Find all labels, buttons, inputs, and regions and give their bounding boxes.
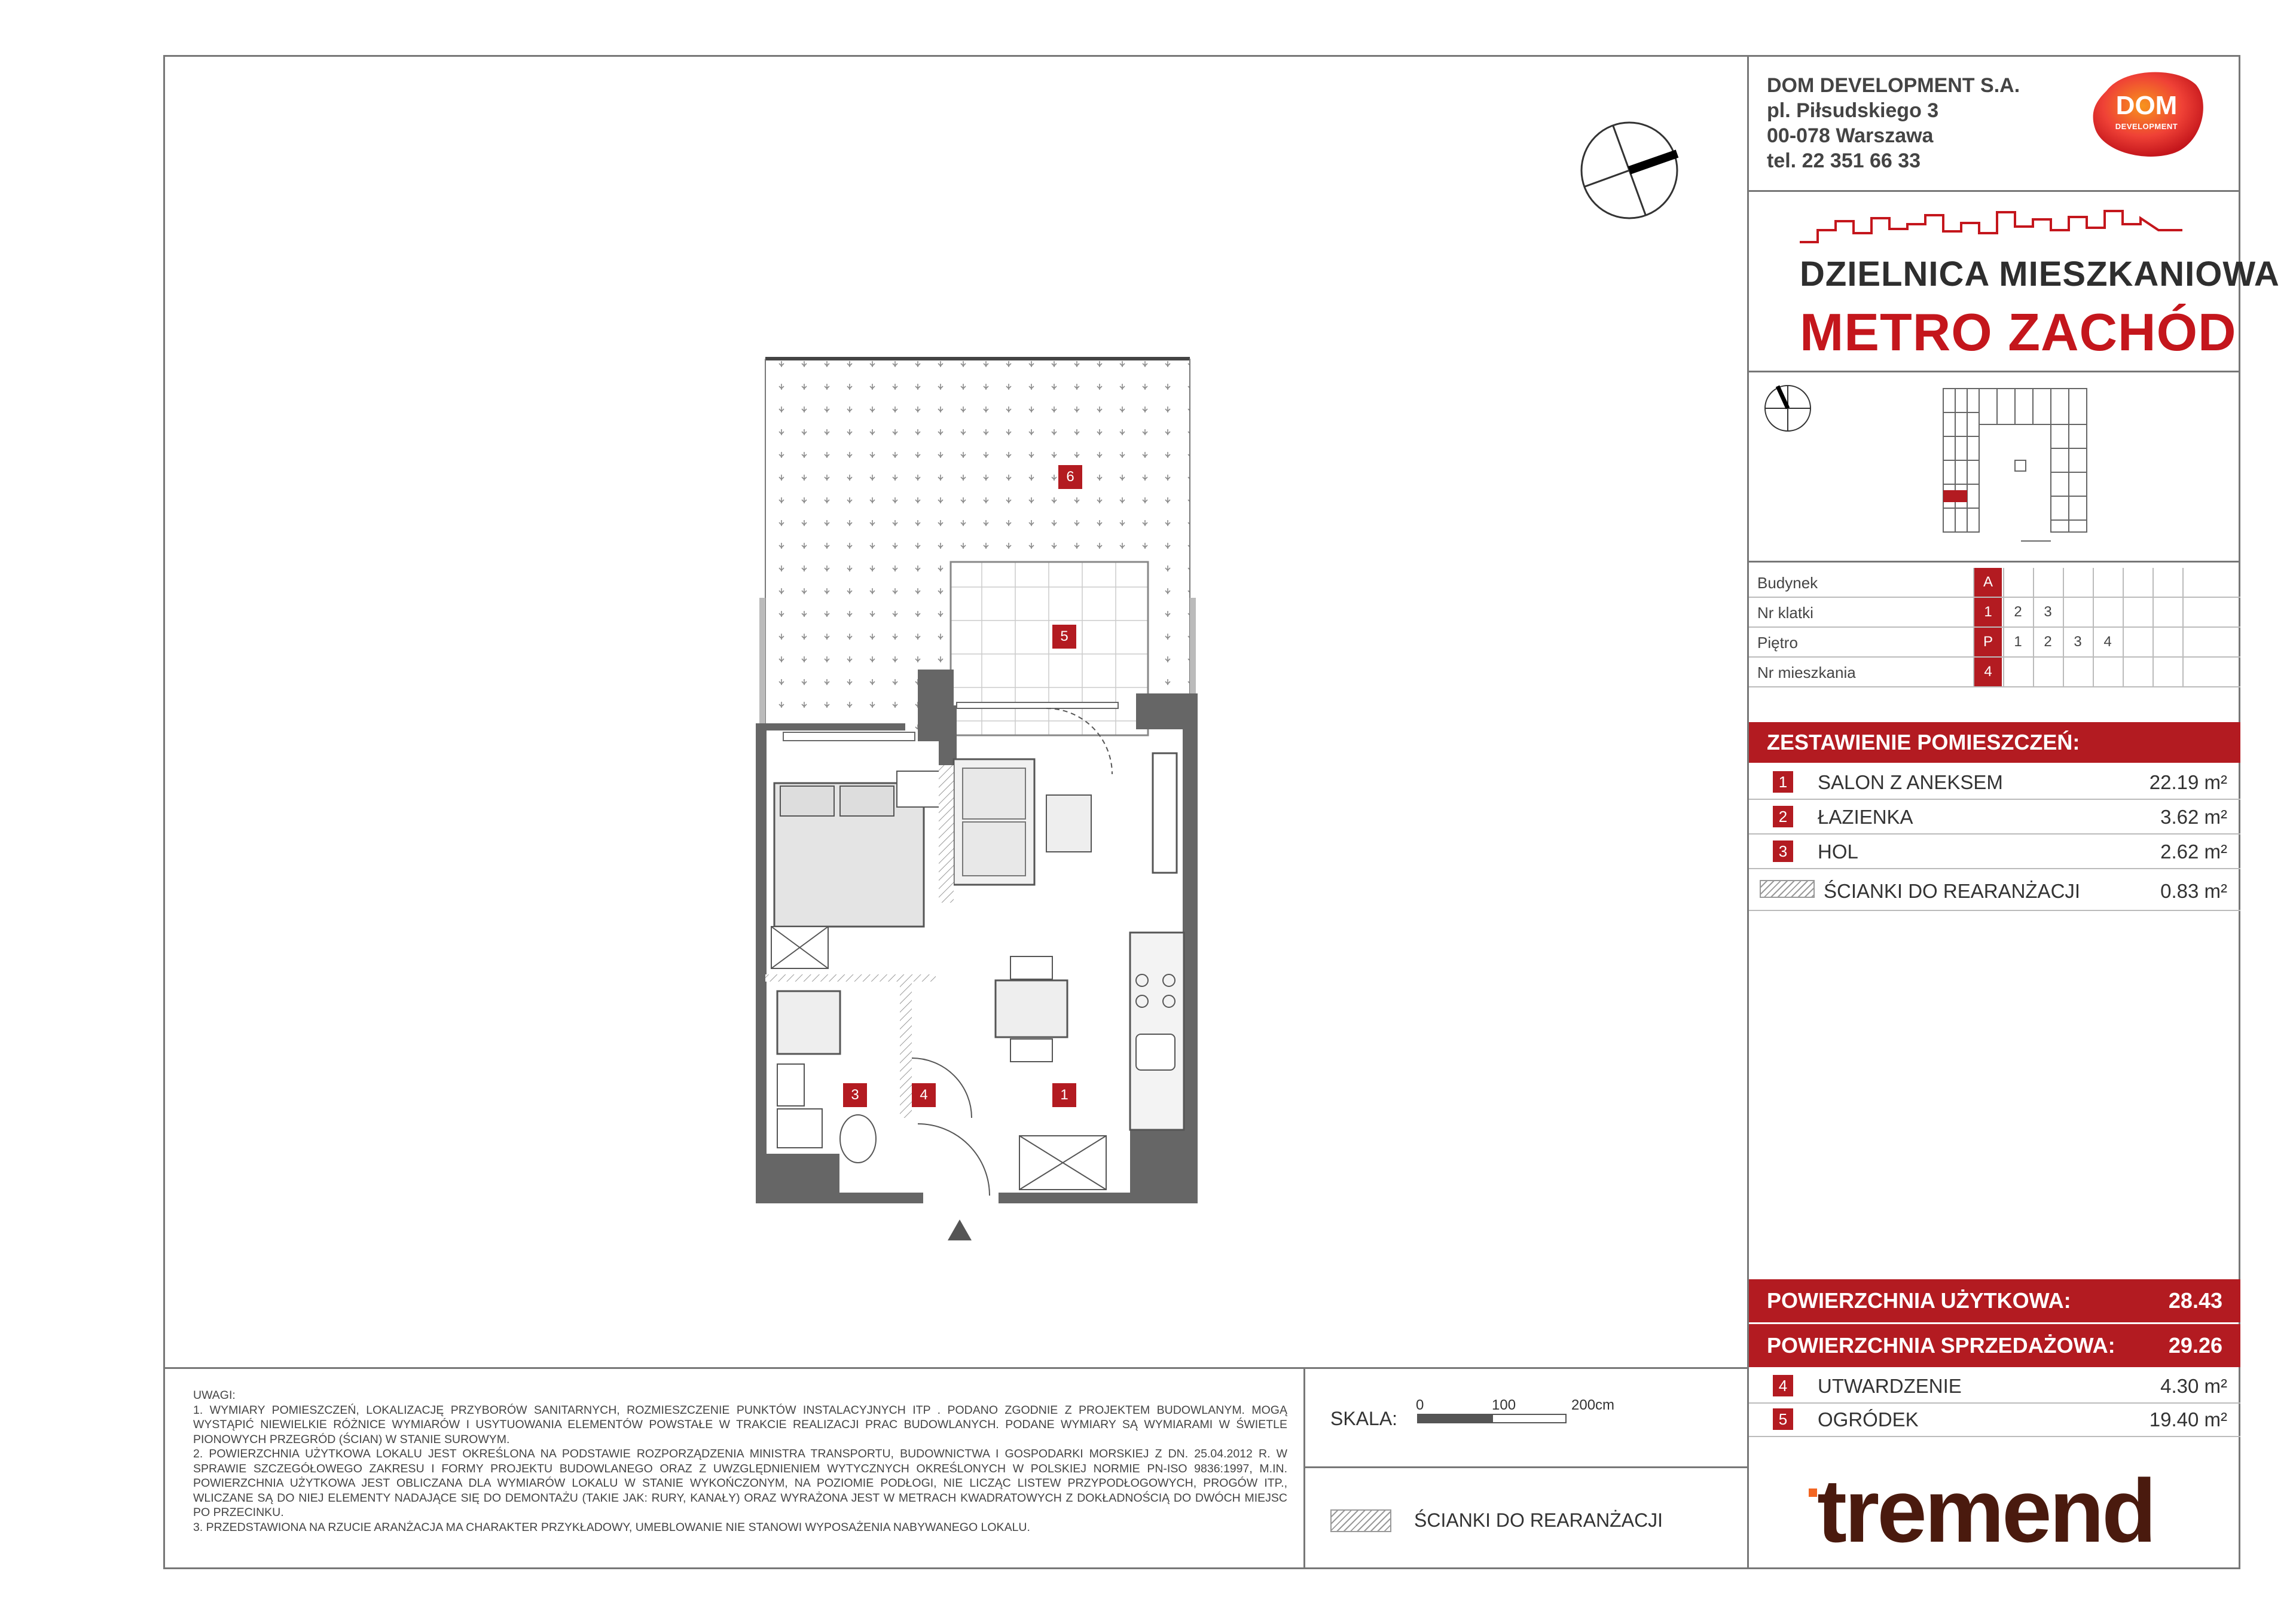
- grid-cell: [2063, 598, 2092, 626]
- room-number: 1: [1773, 771, 1793, 793]
- grid-cell: 4: [1973, 658, 2002, 686]
- room-number: 3: [1773, 840, 1793, 862]
- compass-icon: [1576, 117, 1683, 224]
- grid-cell: [2123, 658, 2151, 686]
- tremend-logo: [1809, 1460, 2215, 1561]
- label-living: 1: [1052, 1083, 1076, 1107]
- usable-area-bar: [1749, 1279, 2240, 1322]
- grid-cell: [2093, 598, 2121, 626]
- skyline-icon: [1800, 206, 2182, 248]
- project-line1: DZIELNICA MIESZKANIOWA: [1800, 255, 2280, 294]
- floor-plan: [747, 353, 1208, 1249]
- grid-row: [1749, 598, 2240, 628]
- notes-title: UWAGI:: [193, 1389, 236, 1402]
- grid-row: [1749, 628, 2240, 658]
- grid-row-label: Nr klatki: [1757, 604, 1813, 622]
- scale-bar-fill: [1418, 1415, 1493, 1422]
- grid-row-label: Nr mieszkania: [1757, 664, 1856, 681]
- keyplan-compass-icon: [1761, 381, 1815, 435]
- extra-number: 4: [1773, 1375, 1793, 1396]
- grid-cell: [2152, 598, 2181, 626]
- legend-hatch-swatch: [1330, 1509, 1391, 1532]
- sale-area-label: POWIERZCHNIA SPRZEDAŻOWA:: [1767, 1333, 2115, 1358]
- legend-walls-label: ŚCIANKI DO REARANŻACJI: [1414, 1509, 1663, 1531]
- grid-cell: [2063, 658, 2092, 686]
- grid-cell: 3: [2033, 598, 2062, 626]
- company-info: [1767, 73, 2020, 173]
- room-name: SALON Z ANEKSEM: [1818, 771, 2003, 793]
- extra-row: [1749, 1369, 2240, 1404]
- grid-cell: 1: [2003, 628, 2032, 656]
- notes-scale-divider: [1303, 1367, 1305, 1569]
- scale-bar: [1417, 1414, 1567, 1423]
- tremend-wordmark: tremend: [1817, 1460, 2154, 1561]
- label-terrace: 5: [1052, 625, 1076, 649]
- walls-row: [1749, 872, 2240, 911]
- brand-divider: [1747, 371, 2240, 372]
- dom-logo: [2089, 67, 2208, 163]
- grid-cell: P: [1973, 628, 2002, 656]
- extra-row: [1749, 1402, 2240, 1437]
- label-hall: 4: [912, 1083, 936, 1107]
- room-area: 22.19 m²: [2149, 771, 2227, 793]
- usable-area-value: 28.43: [2168, 1288, 2222, 1313]
- grid-cell: [2152, 628, 2181, 656]
- note-3: 3. PRZEDSTAWIONA NA RZUCIE ARANŻACJA MA CHARAKTER PRZYKŁADOWY, UMEBLOWANIE NIE STANOWI WYPOSAŻENIA NABYWANEGO LOKALU.: [193, 1520, 1030, 1534]
- grid-row-label: Budynek: [1757, 574, 1818, 592]
- grid-cell: [2152, 568, 2181, 597]
- sale-area-bar: [1749, 1324, 2240, 1367]
- extra-name: UTWARDZENIE: [1818, 1375, 1962, 1397]
- scale-tick-100: 100: [1492, 1397, 1516, 1413]
- grid-cell: [2123, 568, 2151, 597]
- scale-tick-0: 0: [1416, 1397, 1424, 1413]
- scale-tick-200: 200cm: [1571, 1397, 1615, 1413]
- tremend-dot: [1809, 1488, 1817, 1497]
- label-garden: 6: [1058, 465, 1082, 489]
- room-name: ŁAZIENKA: [1818, 806, 1913, 828]
- grid-cell: 2: [2033, 628, 2062, 656]
- grid-row: [1749, 568, 2240, 598]
- grid-cell: [2152, 658, 2181, 686]
- grid-cell: [2093, 568, 2121, 597]
- grid-cell: 3: [2063, 628, 2092, 656]
- room-row: [1749, 800, 2240, 835]
- room-row: [1749, 835, 2240, 869]
- extra-number: 5: [1773, 1408, 1793, 1430]
- note-2: 2. POWIERZCHNIA UŻYTKOWA LOKALU JEST OKREŚLONA NA PODSTAWIE ROZPORZĄDZENIA MINISTRA TRANSPORTU, BUDOWNICTWA I GOSPODARKI MORSKIEJ Z DN. 25.04.2012 R. W SPRAWIE SZCZEGÓŁOWEGO ZAKRESU I FORMY PROJEKTU BUDOWLANEGO ORAZ Z UWZGLĘDNIENIEM WYTYCZNYCH OKREŚLONYCH W POLSKIEJ NORMIE PN-ISO 9836:1997, M.IN. POWIERZCHNIA UŻYTKOWA JEST OBLICZANA DLA WYMIARÓW LOKALU W STANIE WYKOŃCZONYM, NA POZIOMIE PODŁOGI, NIE LICZĄC LISTEW PRZYPODŁOGOWYCH, PROGÓW ITP., WLICZANE SĄ DO NIEJ ELEMENTY NADAJĄCE SIĘ DO DEMONTAŻU (TAKIE JAK: RURY, KANAŁY) ORAZ WYRAŻONA JEST W METRACH KWADRATOWYCH Z DOKŁADNOŚCIĄ DO DWÓCH MIEJSC PO PRZECINKU.: [193, 1447, 1287, 1519]
- walls-area: 0.83 m²: [2160, 880, 2227, 902]
- grid-row-label: Piętro: [1757, 634, 1798, 652]
- extra-area: 19.40 m²: [2149, 1408, 2227, 1431]
- scale-legend-divider: [1303, 1466, 1749, 1468]
- grid-cell: [2033, 568, 2062, 597]
- usable-area-label: POWIERZCHNIA UŻYTKOWA:: [1767, 1288, 2071, 1313]
- company-divider: [1747, 190, 2240, 192]
- room-area: 3.62 m²: [2160, 806, 2227, 828]
- grid-cell: [2182, 598, 2211, 626]
- extra-name: OGRÓDEK: [1818, 1408, 1919, 1431]
- room-number: 2: [1773, 806, 1793, 827]
- grid-cell: [2182, 658, 2211, 686]
- grid-cell: [2123, 628, 2151, 656]
- scale-label: SKALA:: [1330, 1408, 1398, 1429]
- grid-cell: [2063, 568, 2092, 597]
- grid-cell: [2003, 568, 2032, 597]
- company-phone: tel. 22 351 66 33: [1767, 149, 1921, 172]
- grid-cell: [2123, 598, 2151, 626]
- grid-row: [1749, 658, 2240, 687]
- grid-cell: [2182, 568, 2211, 597]
- grid-cell: [2033, 658, 2062, 686]
- room-area: 2.62 m²: [2160, 840, 2227, 863]
- note-1: 1. WYMIARY POMIESZCZEŃ, LOKALIZACJĘ PRZYBORÓW SANITARNYCH, ROZMIESZCZENIE PUNKTÓW INSTALACYJNYCH ITP . PODANO ZGODNIE Z PROJEKTEM BUDOWLANYM. MOGĄ WYSTĄPIĆ NIEWIELKIE RÓŻNICE WYMIARÓW I USYTUOWANIA ELEMENTÓW POWSTAŁE W TRAKCIE REALIZACJI PRAC BUDOWLANYCH. PODANE WYMIARY SĄ WYMIARAMI W ŚWIETLE PIONOWYCH PRZEGRÓD (ŚCIAN) W STANIE SUROWYM.: [193, 1403, 1287, 1446]
- project-line2: METRO ZACHÓD: [1800, 302, 2237, 362]
- sale-area-value: 29.26: [2168, 1333, 2222, 1358]
- rooms-header: ZESTAWIENIE POMIESZCZEŃ:: [1749, 722, 2240, 763]
- walls-label: ŚCIANKI DO REARANŻACJI: [1824, 880, 2081, 902]
- company-name: DOM DEVELOPMENT S.A.: [1767, 74, 2020, 97]
- company-street: pl. Piłsudskiego 3: [1767, 99, 1939, 122]
- notes-divider: [163, 1367, 1749, 1369]
- extra-area: 4.30 m²: [2160, 1375, 2227, 1397]
- room-row: [1749, 765, 2240, 800]
- company-city: 00-078 Warszawa: [1767, 124, 1934, 147]
- logo-text: DOM: [2115, 91, 2178, 120]
- grid-cell: [2003, 658, 2032, 686]
- room-name: HOL: [1818, 840, 1858, 863]
- grid-cell: [2182, 628, 2211, 656]
- grid-cell: 2: [2003, 598, 2032, 626]
- grid-cell: [2093, 658, 2121, 686]
- logo-subtext: DEVELOPMENT: [2115, 122, 2178, 131]
- grid-cell: 4: [2093, 628, 2121, 656]
- grid-cell: A: [1973, 568, 2002, 597]
- keyplan-divider: [1747, 561, 2240, 563]
- hatch-swatch: [1760, 880, 1815, 898]
- label-bath: 3: [843, 1083, 867, 1107]
- keyplan-map: [1931, 383, 2111, 550]
- grid-cell: 1: [1973, 598, 2002, 626]
- notes: [193, 1388, 1287, 1535]
